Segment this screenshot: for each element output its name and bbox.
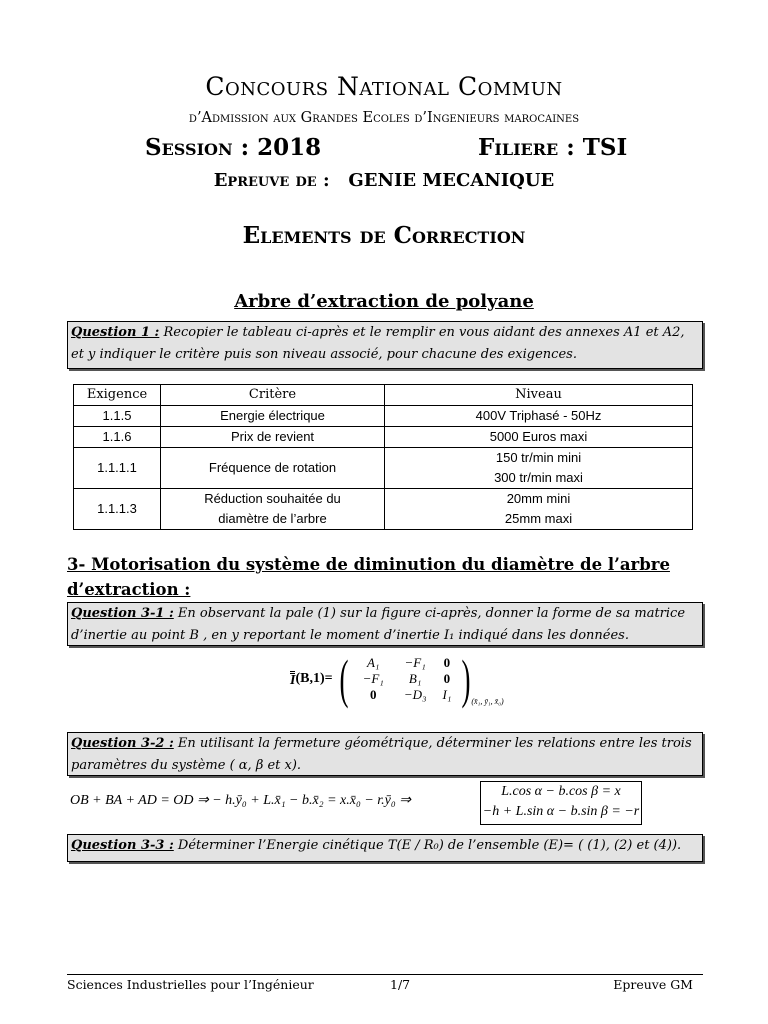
section1-title: Arbre d’extraction de polyane: [234, 291, 534, 312]
table-row: [74, 489, 693, 530]
criteria-table: [73, 384, 693, 530]
matrix-cell: −F₁: [362, 671, 384, 686]
matrix-lhs: (B,1)=: [295, 671, 333, 686]
matrix-cell: −D₃: [403, 687, 427, 702]
table-cell-niveau: 400V Triphasé - 50Hz: [385, 406, 693, 427]
question-1-text: Recopier le tableau ci-après et le remplir en vous aidant des annexes A1 et A2, et y indiquer le critère puis son niveau associé, pour chacune des exigences.: [71, 325, 685, 362]
table-row: [74, 448, 693, 489]
question-3-3-text: Déterminer l’Energie cinétique T(E / R₀) de l’ensemble (E)= ( (1), (2) et (4)).: [173, 838, 682, 853]
question-3-2-text: En utilisant la fermeture géométrique, déterminer les relations entre les trois paramètres du système ( α, β et x).: [71, 736, 692, 773]
closure-system-line-1: L.cos α − b.cos β = x: [501, 784, 621, 799]
closure-system-box: [480, 781, 642, 825]
table-cell-exigence: 1.1.6: [74, 427, 161, 448]
matrix-basis: (x̄₁, ȳ₁, x̄₀): [471, 697, 504, 706]
matrix-cell: 0: [369, 687, 377, 702]
epreuve-value: GENIE MECANIQUE: [348, 170, 555, 191]
niveau-line: 20mm mini: [506, 491, 571, 506]
table-cell-niveau: 5000 Euros maxi: [385, 427, 693, 448]
matrix-cell: 0: [443, 655, 451, 670]
section3-title: [67, 552, 768, 602]
table-cell-niveau: [385, 489, 693, 530]
page-footer: [67, 974, 703, 992]
footer-page-number: 1/7: [390, 977, 411, 992]
exam-title: Concours National Commun: [205, 72, 563, 101]
matrix-cell: B₁: [408, 671, 422, 686]
table-cell-critere: Réduction souhaitée du diamètre de l’arbre: [161, 489, 385, 530]
footer-left: Sciences Industrielles pour l’Ingénieur: [67, 977, 314, 992]
table-row: [74, 406, 693, 427]
table-cell-exigence: 1.1.5: [74, 406, 161, 427]
epreuve-line: [0, 170, 768, 191]
question-1-tag: Question 1 :: [71, 325, 160, 340]
table-header-exigence: Exigence: [74, 385, 161, 406]
table-header-critere: Critère: [161, 385, 385, 406]
closure-equation: OB + BA + AD = OD ⇒ − h.ȳ₀ + L.x̄₁ − b.x̄₂ = x.x̄₀ − r.ȳ₀ ⇒: [70, 793, 411, 808]
filiere-label: Filiere : TSI: [478, 134, 628, 161]
section3-title-text: 3- Motorisation du système de diminution du diamètre de l’arbre d’extraction :: [67, 555, 670, 599]
exam-subtitle: d’Admission aux Grandes Ecoles d’Ingenieurs marocaines: [188, 110, 580, 126]
table-header-row: [74, 385, 693, 406]
table-cell-exigence: 1.1.1.1: [74, 448, 161, 489]
matrix-cell: −F₁: [404, 655, 426, 670]
question-3-3-box: [67, 834, 703, 862]
correction-title: Elements de Correction: [242, 222, 526, 249]
question-3-1-tag: Question 3-1 :: [71, 606, 174, 621]
inertia-matrix: [290, 649, 504, 709]
table-cell-critere: Fréquence de rotation: [161, 448, 385, 489]
table-cell-critere: Prix de revient: [161, 427, 385, 448]
table-cell-niveau: [385, 448, 693, 489]
question-3-1-box: [67, 602, 703, 646]
table-header-niveau: Niveau: [385, 385, 693, 406]
question-3-2-box: [67, 732, 703, 776]
epreuve-label: Epreuve de :: [213, 170, 330, 191]
question-3-1-text: En observant la pale (1) sur la figure ci-après, donner la forme de sa matrice d’inertie au point B , en y reportant le moment d’inertie I₁ indiqué dans les données.: [71, 606, 686, 643]
question-3-3-tag: Question 3-3 :: [71, 838, 174, 853]
matrix-cell: 0: [443, 671, 451, 686]
matrix-cell: A₁: [366, 655, 380, 670]
matrix-left-paren: (: [339, 649, 349, 709]
session-label: Session : 2018: [145, 134, 322, 161]
matrix-right-paren: ): [461, 649, 471, 709]
matrix-cell: I₁: [442, 687, 452, 702]
niveau-line: 300 tr/min maxi: [494, 470, 583, 485]
table-cell-critere: Energie électrique: [161, 406, 385, 427]
table-row: [74, 427, 693, 448]
table-cell-exigence: 1.1.1.3: [74, 489, 161, 530]
niveau-line: 25mm maxi: [504, 511, 573, 526]
question-1-box: [67, 321, 703, 369]
matrix-lhs-symbol: I: [290, 672, 296, 688]
question-3-2-tag: Question 3-2 :: [71, 736, 174, 751]
niveau-line: 150 tr/min mini: [495, 450, 582, 465]
closure-system-line-2: −h + L.sin α − b.sin β = −r: [482, 804, 640, 819]
footer-right: Epreuve GM: [613, 977, 693, 992]
matrix-body: [353, 655, 458, 703]
